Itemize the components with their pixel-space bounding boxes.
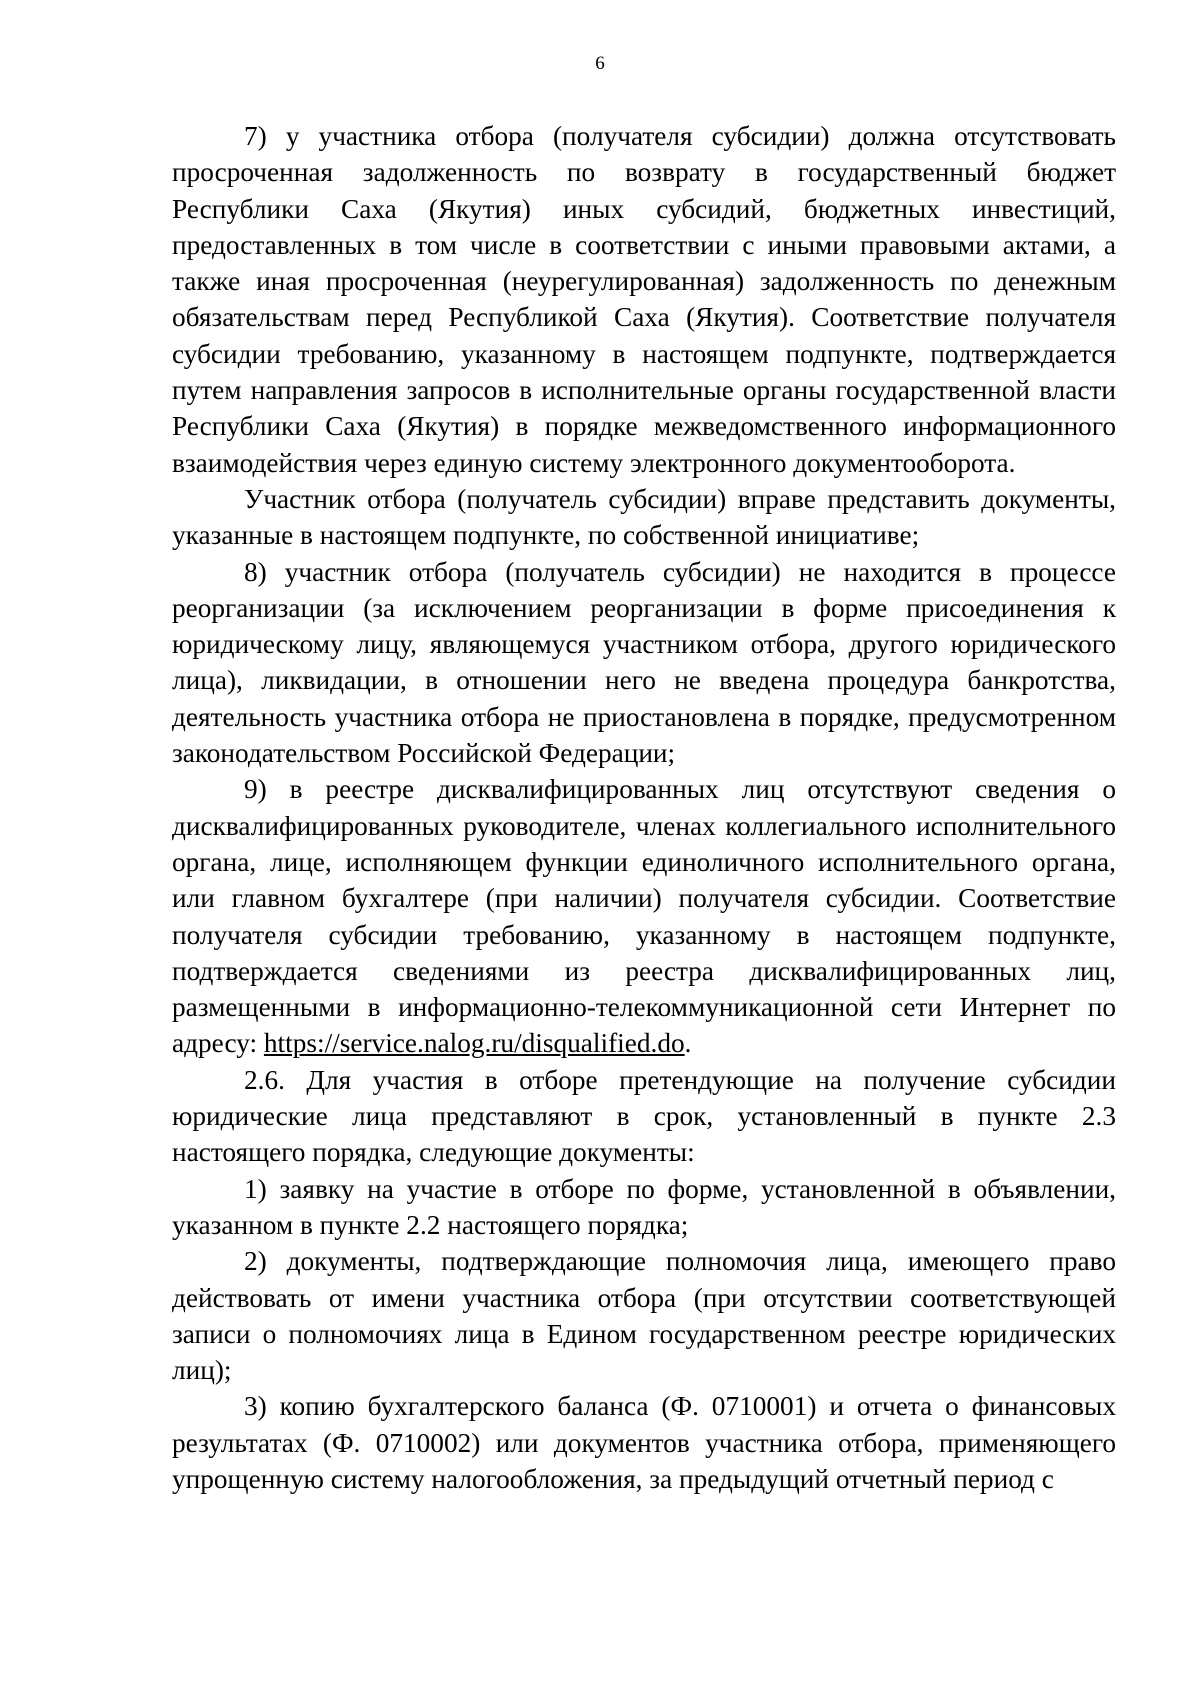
paragraph-item-9 [172,771,1116,1061]
document-body [172,118,1116,1497]
paragraph-item-7-note: Участник отбора (получатель субсидии) вправе представить документы, указанные в настоящем подпункте, по собственной инициативе; [172,483,1116,551]
paragraph-item-9-end: . [684,1028,692,1059]
paragraph-document-1: 1) заявку на участие в отборе по форме, установленной в объявлении, указанном в пункте 2.2 настоящего порядка; [172,1173,1116,1240]
paragraph-item-8: 8) участник отбора (получатель субсидии) не находится в процессе реорганизации (за исключением реорганизации в форме присоединения к юридическому лицу, являющемуся участником отбора, другого юридического лица), ликвидации, в отношении него не введена процедура банкротства, деятельность участника отбора не приостановлена в порядке, предусмотренном законодательством Российской Федерации; [172,556,1116,769]
paragraph-item-9-text: 9) в реестре дисквалифицированных лиц отсутствуют сведения о дисквалифицированных руководителе, членах коллегиального исполнительного органа, лице, исполняющем функции единоличного исполнительного органа, или главном бухгалтере (при наличии) получателя субсидии. Соответствие получателя субсидии требованию, указанному в настоящем подпункте, подтверждается сведениями из реестра дисквалифицированных лиц, размещенными в информационно-телекоммуникационной сети Интернет по адресу: [172,774,1116,1059]
paragraph-document-2: 2) документы, подтверждающие полномочия лица, имеющего право действовать от имени участника отбора (при отсутствии соответствующей записи о полномочиях лица в Едином государственном реестре юридических лиц); [172,1246,1116,1386]
disqualified-registry-link[interactable]: https://service.nalog.ru/disqualified.do [263,1028,685,1059]
paragraph-document-3: 3) копию бухгалтерского баланса (Ф. 0710001) и отчета о финансовых результатах (Ф. 0710002) или документов участника отбора, применяющего упрощенную систему налогообложения, за предыдущий отчетный период с [172,1391,1116,1494]
paragraph-item-7: 7) у участника отбора (получателя субсидии) должна отсутствовать просроченная задолженность по возврату в государственный бюджет Республики Саха (Якутия) иных субсидий, бюджетных инвестиций, предоставленных в том числе в соответствии с иными правовыми актами, а также иная просроченная (неурегулированная) задолженность по денежным обязательствам перед Республикой Саха (Якутия). Соответствие получателя субсидии требованию, указанному в настоящем подпункте, подтверждается путем направления запросов в исполнительные органы государственной власти Республики Саха (Якутия) в порядке межведомственного информационного взаимодействия через единую систему электронного документооборота. [172,121,1116,478]
page-number: 6 [595,53,605,74]
paragraph-section-2-6: 2.6. Для участия в отборе претендующие на получение субсидии юридические лица представляют в срок, установленный в пункте 2.3 настоящего порядка, следующие документы: [172,1064,1116,1168]
